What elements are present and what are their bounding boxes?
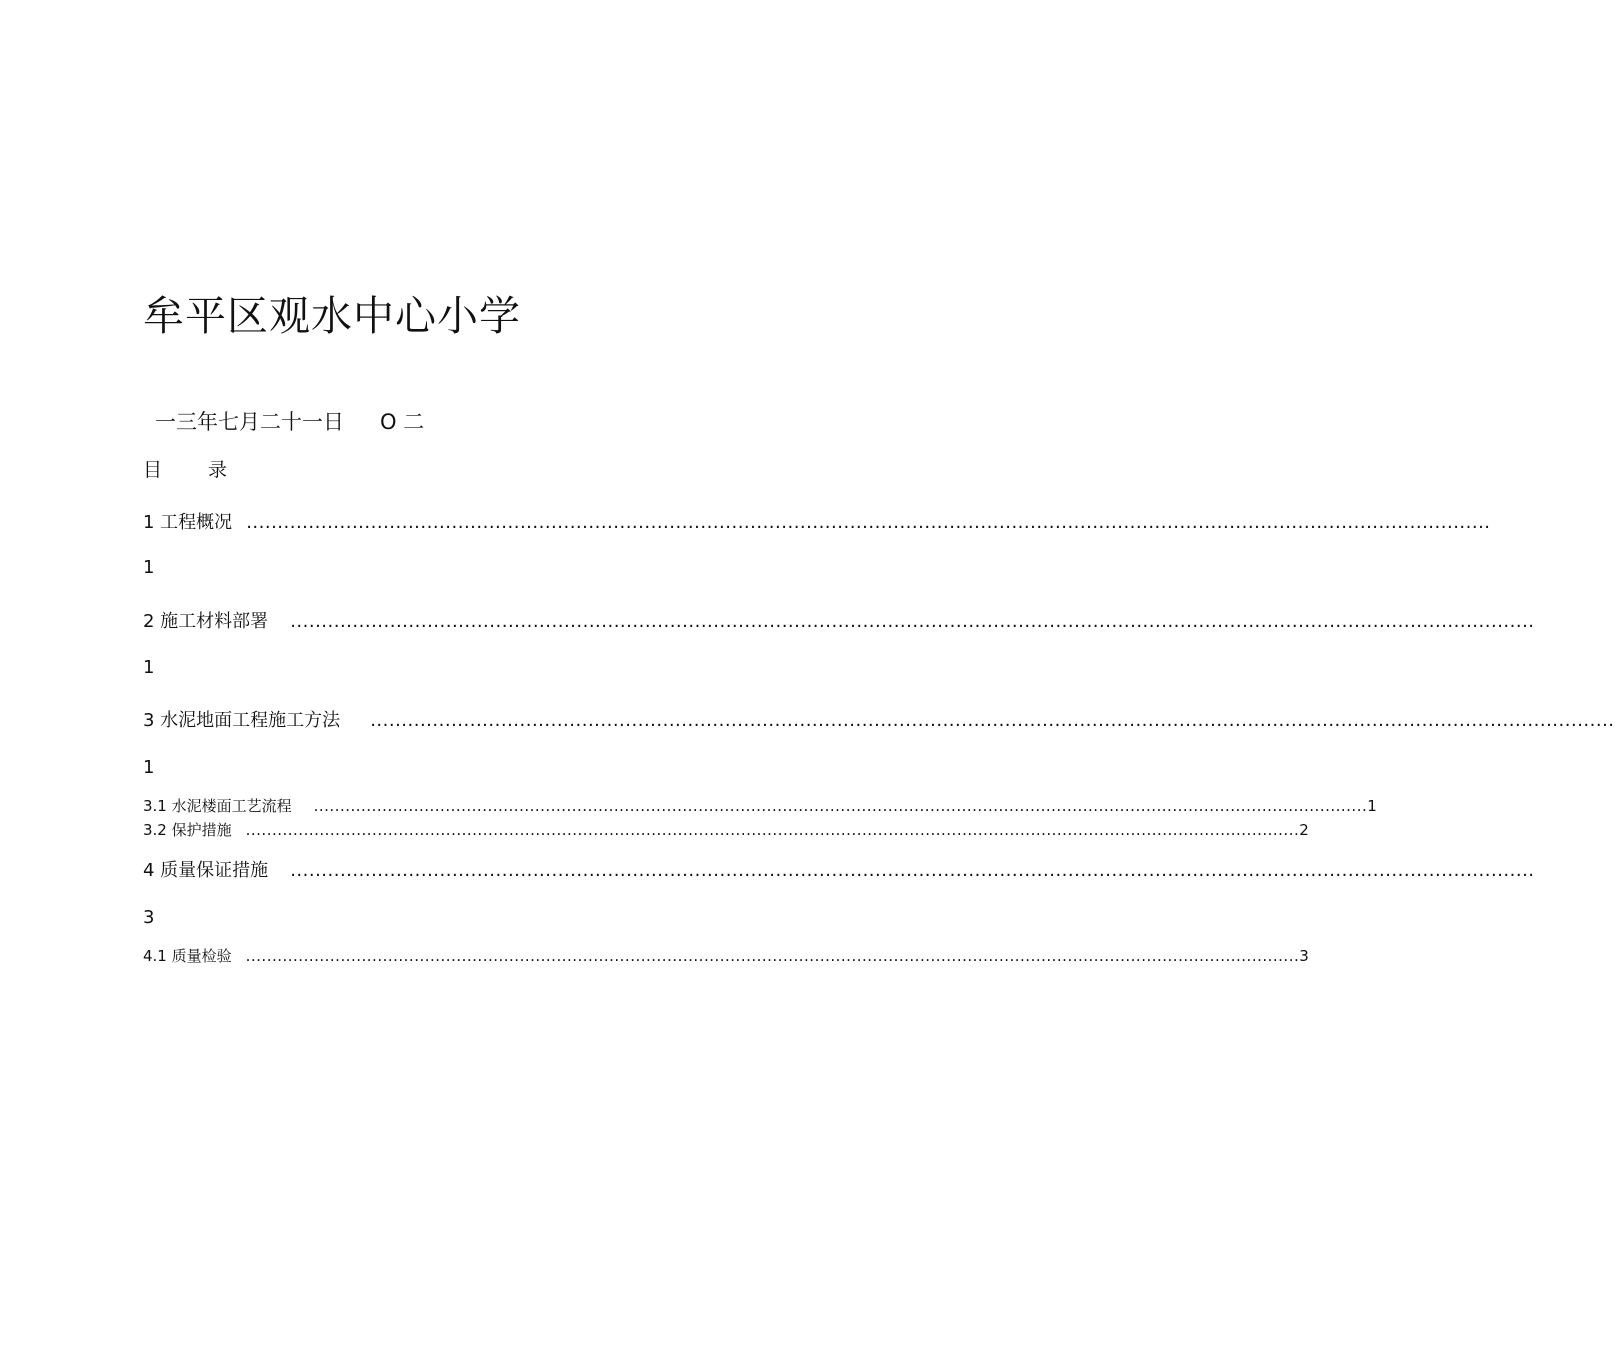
toc-entry-3[interactable] <box>143 706 1615 732</box>
toc-leader-dots: ........................................................................................................................................................................................................ <box>290 611 1535 632</box>
toc-entry-label: 2 施工材料部署 <box>143 611 269 632</box>
toc-entry-3-2[interactable] <box>143 819 1309 840</box>
toc-entry-label: 3 水泥地面工程施工方法 <box>143 710 341 731</box>
toc-entry-page: 3 <box>1299 947 1309 965</box>
date-suffix: O 二 <box>380 410 425 434</box>
toc-entry-page: 1 <box>1367 797 1377 815</box>
toc-entry-label: 4.1 质量检验 <box>143 947 232 965</box>
toc-leader-dots: ........................................................................................................................................................................................................ <box>245 947 1300 965</box>
toc-leader-dots: ........................................................................................................................................................................................................ <box>246 512 1491 533</box>
toc-leader-dots: ........................................................................................................................................................................................................ <box>290 860 1535 881</box>
toc-entry-4-1[interactable] <box>143 945 1309 966</box>
toc-heading-char-2: 录 <box>208 459 228 481</box>
document-title: 牟平区观水中心小学 <box>143 292 521 340</box>
toc-entry-label: 1 工程概况 <box>143 512 233 533</box>
toc-entry-page: 1 <box>143 657 155 678</box>
toc-entry-2[interactable] <box>143 607 1535 633</box>
toc-entry-3-1[interactable] <box>143 795 1377 816</box>
toc-leader-dots: ........................................................................................................................................................................................................ <box>245 821 1300 839</box>
toc-heading <box>143 455 227 482</box>
toc-entry-label: 4 质量保证措施 <box>143 860 269 881</box>
toc-entry-page: 3 <box>143 907 155 928</box>
toc-leader-dots: ........................................................................................................................................................................................................ <box>370 710 1615 731</box>
toc-entry-page: 2 <box>1299 821 1309 839</box>
toc-entry-page: 1 <box>143 757 155 778</box>
date-line <box>155 406 424 436</box>
toc-entry-4[interactable] <box>143 856 1535 882</box>
toc-heading-char-1: 目 <box>143 459 163 481</box>
date-text: 一三年七月二十一日 <box>155 410 344 434</box>
toc-entry-page: 1 <box>143 557 155 578</box>
toc-entry-1[interactable] <box>143 508 1491 534</box>
toc-entry-label: 3.1 水泥楼面工艺流程 <box>143 797 292 815</box>
toc-entry-label: 3.2 保护措施 <box>143 821 232 839</box>
toc-leader-dots: ........................................................................................................................................................................................................ <box>313 797 1368 815</box>
